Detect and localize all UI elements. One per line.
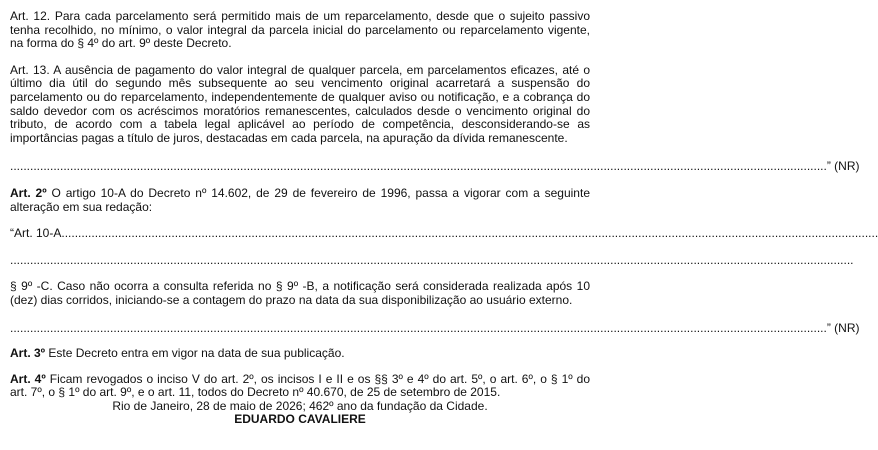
article-3-text: Este Decreto entra em vigor na data de sua publicação. [45, 346, 345, 361]
article-4-label: Art. 4º [10, 371, 46, 386]
signature-name: EDUARDO CAVALIERE [234, 412, 366, 427]
omission-dots: ..................................................................................................................................................................................................................................................... [61, 226, 878, 241]
article-2 [10, 187, 590, 214]
article-10a-label: “Art. 10-A [10, 226, 62, 241]
paragraph-9c: § 9º -C. Caso não ocorra a consulta referida no § 9º -B, a notificação será considerada realizada após 10 (dez) dias corridos, iniciando-se a contagem do prazo na data da sua disponibilização ao usuário externo. [10, 279, 590, 307]
decree-document [10, 9, 878, 427]
omission-line-full: ............................................................................................................................................................................................................................................................. [10, 252, 854, 267]
article-12: Art. 12. Para cada parcelamento será permitido mais de um reparcelamento, desde que o sujeito passivo tenha recolhido, no mínimo, o valor integral da parcela inicial do parcelamento ou reparcelamento vigente, na forma do § 4º do art. 9º deste Decreto. [10, 9, 590, 51]
omission-dots: ..................................................................................................................................................................................................................................................... [10, 320, 827, 335]
omission-line-nr-2 [10, 320, 860, 336]
article-10a-line [10, 226, 878, 241]
article-3 [10, 347, 590, 361]
article-2-label: Art. 2º [10, 185, 47, 200]
nr-marker: ” (NR) [826, 159, 860, 174]
place-and-date: Rio de Janeiro, 28 de maio de 2026; 462º ano da fundação da Cidade. [112, 398, 488, 413]
article-3-label: Art. 3º [10, 346, 46, 361]
article-13: Art. 13. A ausência de pagamento do valor integral de qualquer parcela, em parcelamentos eficazes, até o último dia útil do segundo mês subsequente ao seu vencimento original acarretará a suspensão do parcelamento ou do reparcelamento, independentemente de qualquer aviso ou notificação, e a cobrança do saldo devedor com os acréscimos moratórios remanescentes, calculados desde o vencimento original do tributo, de acordo com a tabela legal aplicável ao período de competência, desconsiderando-se as importâncias pagas a título de juros, destacadas em cada parcela, na apuração da dívida remanescente. [10, 62, 590, 145]
article-4 [10, 373, 590, 400]
omission-dots: ..................................................................................................................................................................................................................................................... [10, 159, 827, 174]
omission-line-nr-1 [10, 159, 860, 174]
nr-marker: ” (NR) [826, 320, 860, 335]
article-2-text: O artigo 10-A do Decreto nº 14.602, de 29 de fevereiro de 1996, passa a vigorar com a seguinte alteração em sua redação: [10, 185, 590, 214]
article-4-text: Ficam revogados o inciso V do art. 2º, os incisos I e II e os §§ 3º e 4º do art. 5º, o art. 6º, o § 1º do art. 7º, o § 1º do art. 9º, e o art. 11, todos do Decreto nº 40.670, de 25 de setembro de 2015. [10, 371, 590, 400]
